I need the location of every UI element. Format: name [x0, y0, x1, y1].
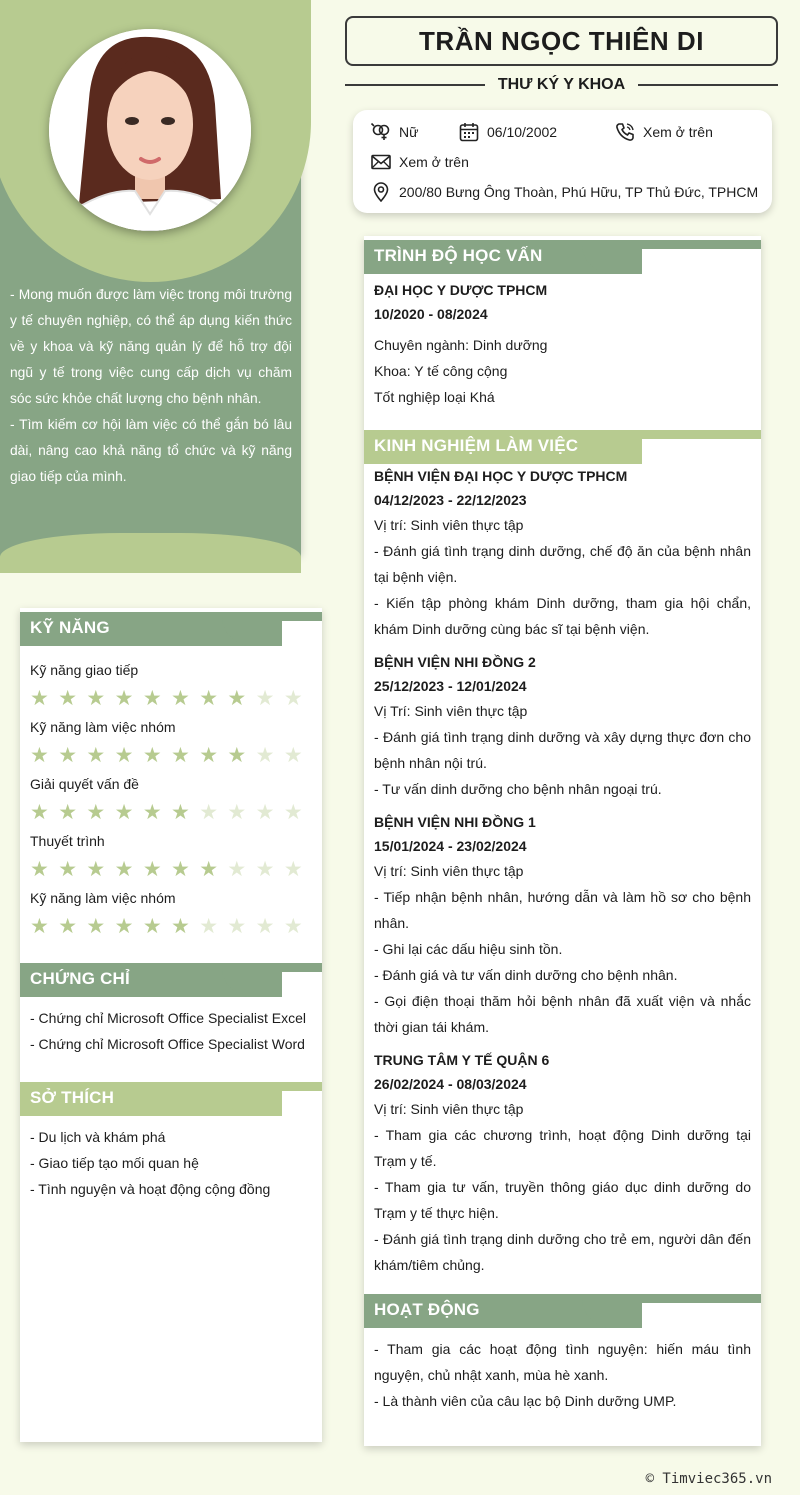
star-icon: ★ — [58, 857, 78, 881]
star-icon: ★ — [227, 914, 247, 938]
star-icon: ★ — [58, 800, 78, 824]
employment-period: 25/12/2023 - 12/01/2024 — [374, 678, 527, 694]
hobbies-section-header — [20, 1078, 322, 1116]
job-detail: - Tiếp nhận bệnh nhân, hướng dẫn và làm hồ sơ cho bệnh nhân. — [374, 889, 751, 931]
education-section-header — [364, 236, 761, 274]
skills-list — [20, 646, 322, 945]
star-icon: ★ — [142, 857, 162, 881]
avatar-portrait-image — [49, 29, 251, 231]
education-period: 10/2020 - 08/2024 — [374, 306, 488, 322]
gender-value: Nữ — [399, 124, 419, 140]
profile-panel — [0, 0, 301, 554]
job-detail: Vị trí: Sinh viên thực tập — [374, 1101, 524, 1117]
job-detail: - Tư vấn dinh dưỡng cho bệnh nhân ngoại trú. — [374, 781, 662, 797]
star-icon: ★ — [30, 914, 49, 938]
experience-section-header — [364, 426, 761, 464]
employer-name: BỆNH VIỆN NHI ĐỒNG 1 — [374, 814, 536, 830]
star-icon: ★ — [255, 743, 275, 767]
email-row — [371, 151, 469, 173]
experience-entry — [374, 464, 751, 642]
section-title: TRÌNH ĐỘ HỌC VẤN — [374, 246, 543, 265]
education-entry — [364, 274, 761, 410]
star-icon: ★ — [86, 800, 106, 824]
star-icon: ★ — [227, 857, 247, 881]
job-title-row — [345, 73, 778, 97]
star-icon: ★ — [283, 914, 303, 938]
objective-line: - Mong muốn được làm việc trong môi trường y tế chuyên nghiệp, có thể áp dụng kiến thức về y khoa và kỹ năng quản lý để hỗ trợ đội ngũ y tế trong việc cung cấp dịch vụ chăm sóc sức khỏe chất lượng cho bệnh nhân. — [10, 287, 292, 406]
job-detail: Vị trí: Sinh viên thực tập — [374, 863, 524, 879]
section-title: HOẠT ĐỘNG — [374, 1300, 480, 1319]
star-icon: ★ — [227, 800, 247, 824]
star-icon: ★ — [255, 686, 275, 710]
divider — [638, 84, 778, 86]
objective-line: - Tìm kiếm cơ hội làm việc có thể gắn bó lâu dài, nâng cao khả năng tổ chức và kỹ năng giao tiếp của mình. — [10, 417, 292, 484]
star-icon: ★ — [283, 686, 303, 710]
avatar — [49, 29, 251, 231]
star-icon: ★ — [58, 743, 78, 767]
job-detail: Vị Trí: Sinh viên thực tập — [374, 703, 528, 719]
job-detail: - Đánh giá tình trạng dinh dưỡng, chế độ ăn của bệnh nhân tại bệnh viện. — [374, 543, 751, 585]
star-icon: ★ — [283, 800, 303, 824]
star-icon: ★ — [58, 686, 78, 710]
address-row — [371, 181, 758, 203]
star-icon: ★ — [171, 686, 190, 710]
skill-rating — [30, 737, 312, 774]
experience-entry — [374, 1040, 751, 1278]
section-title: CHỨNG CHỈ — [30, 969, 130, 988]
list-item: - Giao tiếp tạo mối quan hệ — [30, 1155, 199, 1171]
left-info-card — [20, 608, 322, 1442]
list-item: - Du lịch và khám phá — [30, 1129, 166, 1145]
education-detail: Khoa: Y tế công cộng — [374, 363, 508, 379]
job-detail: Vị trí: Sinh viên thực tập — [374, 517, 524, 533]
employer-name: BỆNH VIỆN NHI ĐỒNG 2 — [374, 654, 536, 670]
employer-name: BỆNH VIỆN ĐẠI HỌC Y DƯỢC TPHCM — [374, 468, 628, 484]
star-icon: ★ — [283, 743, 303, 767]
activities-section-header — [364, 1290, 761, 1328]
skill-rating — [30, 680, 312, 717]
star-icon: ★ — [86, 914, 106, 938]
star-icon: ★ — [283, 857, 303, 881]
career-objective — [10, 282, 292, 490]
candidate-name: TRẦN NGỌC THIÊN DI — [345, 16, 778, 66]
star-icon: ★ — [199, 914, 219, 938]
hobbies-list — [20, 1116, 322, 1202]
list-item: - Tình nguyện và hoạt động cộng đồng — [30, 1181, 271, 1197]
star-icon: ★ — [199, 686, 219, 710]
employment-period: 04/12/2023 - 22/12/2023 — [374, 492, 527, 508]
job-detail: - Gọi điện thoại thăm hỏi bệnh nhân đã xuất viện và nhắc thời gian tái khám. — [374, 993, 751, 1035]
list-item: - Chứng chỉ Microsoft Office Specialist Excel — [30, 1010, 306, 1026]
experience-list — [364, 464, 761, 1278]
dob-value: 06/10/2002 — [487, 124, 558, 140]
star-icon: ★ — [86, 686, 106, 710]
skill-name: Kỹ năng làm việc nhóm — [30, 890, 176, 906]
job-detail: - Đánh giá tình trạng dinh dưỡng cho trẻ em, người dân đến khám/tiêm chủng. — [374, 1231, 751, 1273]
star-icon: ★ — [171, 857, 190, 881]
skill-rating — [30, 908, 312, 945]
job-detail: - Ghi lại các dấu hiệu sinh tồn. — [374, 941, 563, 957]
email-value: Xem ở trên — [399, 154, 469, 170]
star-icon: ★ — [114, 686, 134, 710]
phone-value: Xem ở trên — [643, 124, 713, 140]
skill-name: Kỹ năng làm việc nhóm — [30, 719, 176, 735]
list-item: - Tham gia các hoạt động tình nguyện: hiến máu tình nguyện, chủ nhật xanh, mùa hè xanh. — [374, 1341, 751, 1383]
section-title: SỞ THÍCH — [30, 1088, 115, 1107]
experience-entry — [374, 642, 751, 802]
star-icon: ★ — [114, 914, 134, 938]
skill-name: Thuyết trình — [30, 833, 105, 849]
education-detail: Chuyên ngành: Dinh dưỡng — [374, 337, 548, 353]
employment-period: 15/01/2024 - 23/02/2024 — [374, 838, 527, 854]
phone-icon — [615, 122, 635, 142]
education-detail: Tốt nghiệp loại Khá — [374, 389, 495, 405]
job-detail: - Tham gia các chương trình, hoạt động Dinh dưỡng tại Trạm y tế. — [374, 1127, 751, 1169]
star-icon: ★ — [30, 800, 49, 824]
employment-period: 26/02/2024 - 08/03/2024 — [374, 1076, 527, 1092]
job-detail: - Đánh giá và tư vấn dinh dưỡng cho bệnh nhân. — [374, 967, 678, 983]
star-icon: ★ — [199, 743, 219, 767]
star-icon: ★ — [199, 857, 219, 881]
section-title: KINH NGHIỆM LÀM VIỆC — [374, 436, 579, 455]
skill-name: Kỹ năng giao tiếp — [30, 662, 139, 678]
star-icon: ★ — [171, 914, 190, 938]
star-icon: ★ — [114, 857, 134, 881]
main-content-card — [364, 236, 761, 1446]
address-value: 200/80 Bưng Ông Thoàn, Phú Hữu, TP Thủ Đức, TPHCM — [399, 184, 759, 200]
star-icon: ★ — [227, 686, 247, 710]
star-icon: ★ — [30, 857, 49, 881]
skill-rating — [30, 794, 312, 831]
star-icon: ★ — [171, 743, 190, 767]
star-icon: ★ — [142, 800, 162, 824]
star-icon: ★ — [227, 743, 247, 767]
gender-row — [371, 121, 418, 143]
list-item: - Chứng chỉ Microsoft Office Specialist Word — [30, 1036, 305, 1052]
location-pin-icon — [371, 182, 391, 202]
activities-list — [364, 1328, 761, 1414]
gender-icon — [371, 123, 391, 141]
star-icon: ★ — [171, 800, 190, 824]
job-detail: - Kiến tập phòng khám Dinh dưỡng, tham gia hội chẩn, khám Dinh dưỡng cùng bác sĩ tại bệnh viện. — [374, 595, 751, 637]
dob-row — [459, 121, 557, 143]
employer-name: TRUNG TÂM Y TẾ QUẬN 6 — [374, 1052, 550, 1068]
job-detail: - Tham gia tư vấn, truyền thông giáo dục dinh dưỡng do Trạm y tế thực hiện. — [374, 1179, 751, 1221]
section-title: KỸ NĂNG — [30, 618, 110, 637]
school-name: ĐẠI HỌC Y DƯỢC TPHCM — [374, 282, 548, 298]
star-icon: ★ — [142, 686, 162, 710]
phone-row — [615, 121, 713, 143]
job-title: THƯ KÝ Y KHOA — [497, 76, 626, 93]
star-icon: ★ — [142, 914, 162, 938]
star-icon: ★ — [30, 686, 49, 710]
calendar-icon — [459, 122, 479, 142]
job-detail: - Đánh giá tình trạng dinh dưỡng và xây dựng thực đơn cho bệnh nhân nội trú. — [374, 729, 751, 771]
experience-entry — [374, 802, 751, 1040]
star-icon: ★ — [199, 800, 219, 824]
skill-rating — [30, 851, 312, 888]
star-icon: ★ — [142, 743, 162, 767]
star-icon: ★ — [114, 743, 134, 767]
star-icon: ★ — [86, 743, 106, 767]
list-item: - Là thành viên của câu lạc bộ Dinh dưỡng UMP. — [374, 1393, 677, 1409]
star-icon: ★ — [255, 857, 275, 881]
skill-name: Giải quyết vấn đề — [30, 776, 139, 792]
skills-section-header — [20, 608, 322, 646]
star-icon: ★ — [255, 800, 275, 824]
certificates-section-header — [20, 959, 322, 997]
divider — [345, 84, 485, 86]
email-icon — [371, 154, 391, 170]
star-icon: ★ — [114, 800, 134, 824]
star-icon: ★ — [30, 743, 49, 767]
star-icon: ★ — [255, 914, 275, 938]
star-icon: ★ — [58, 914, 78, 938]
certificates-list — [20, 997, 322, 1057]
contact-card — [353, 110, 772, 213]
star-icon: ★ — [86, 857, 106, 881]
footer-credit: © Timviec365.vn — [645, 1471, 772, 1487]
